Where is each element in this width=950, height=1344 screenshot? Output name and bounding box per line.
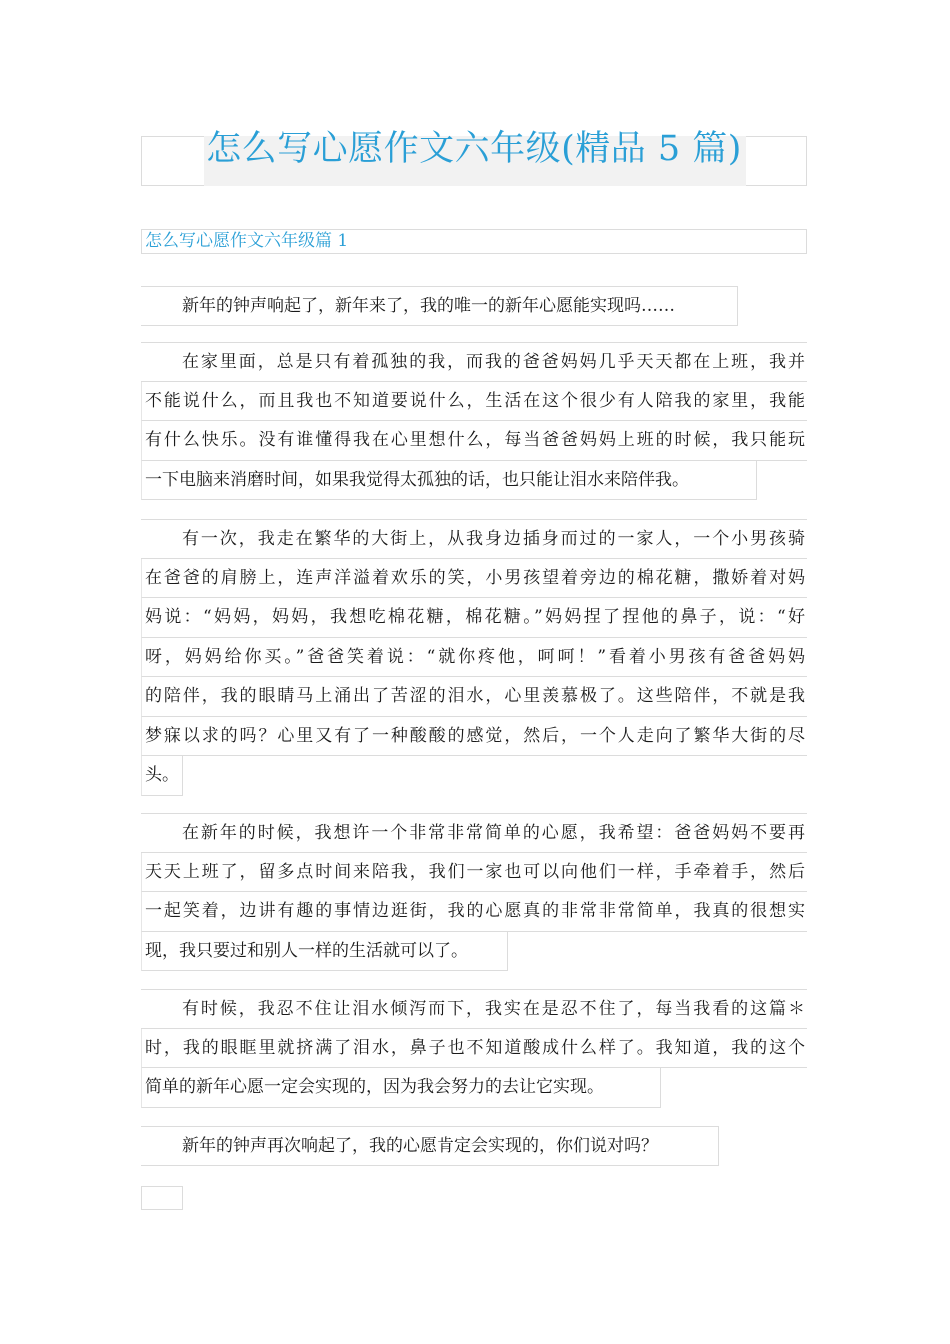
paragraph-line: 一起笑着，边讲有趣的事情边逛街，我的心愿真的非常非常简单，我真的很想实 xyxy=(141,892,807,932)
paragraph-line: 新年的钟声响起了，新年来了，我的唯一的新年心愿能实现吗…… xyxy=(141,286,738,326)
paragraph-4 xyxy=(141,813,807,971)
paragraph-line: 不能说什么，而且我也不知道要说什么，生活在这个很少有人陪我的家里，我能 xyxy=(141,382,807,422)
paragraph-line: 现，我只要过和别人一样的生活就可以了。 xyxy=(141,932,508,972)
paragraph-line: 有一次，我走在繁华的大街上，从我身边插身而过的一家人，一个小男孩骑 xyxy=(141,519,807,559)
paragraph-line: 时，我的眼眶里就挤满了泪水，鼻子也不知道酸成什么样了。我知道，我的这个 xyxy=(141,1029,807,1069)
paragraph-line: 一下电脑来消磨时间，如果我觉得太孤独的话，也只能让泪水来陪伴我。 xyxy=(141,461,757,501)
paragraph-line: 的陪伴，我的眼睛马上涌出了苦涩的泪水，心里羡慕极了。这些陪伴，不就是我 xyxy=(141,677,807,717)
paragraph-line: 简单的新年心愿一定会实现的，因为我会努力的去让它实现。 xyxy=(141,1068,661,1108)
empty-paragraph-frame xyxy=(141,1186,183,1210)
paragraph-line: 有时候，我忍不住让泪水倾泻而下，我实在是忍不住了，每当我看的这篇＊ xyxy=(141,989,807,1029)
paragraph-line: 有什么快乐。没有谁懂得我在心里想什么，每当爸爸妈妈上班的时候，我只能玩 xyxy=(141,421,807,461)
paragraph-5 xyxy=(141,989,807,1108)
paragraph-line: 梦寐以求的吗？心里又有了一种酸酸的感觉，然后，一个人走向了繁华大街的尽 xyxy=(141,717,807,757)
paragraph-line: 新年的钟声再次响起了，我的心愿肯定会实现的，你们说对吗？ xyxy=(141,1126,719,1166)
paragraph-line: 头。 xyxy=(141,756,183,796)
paragraph-line: 在爸爸的肩膀上，连声洋溢着欢乐的笑，小男孩望着旁边的棉花糖，撒娇着对妈 xyxy=(141,559,807,599)
paragraph-line: 妈说：“妈妈，妈妈，我想吃棉花糖，棉花糖。”妈妈捏了捏他的鼻子，说：“好 xyxy=(141,598,807,638)
section-heading: 怎么写心愿作文六年级篇 1 xyxy=(141,229,807,254)
paragraph-line: 在新年的时候，我想许一个非常非常简单的心愿，我希望：爸爸妈妈不要再 xyxy=(141,813,807,853)
paragraph-line: 呀，妈妈给你买。”爸爸笑着说：“就你疼他，呵呵！”看着小男孩有爸爸妈妈 xyxy=(141,638,807,678)
paragraph-3 xyxy=(141,519,807,796)
document-title: 怎么写心愿作文六年级(精品 5 篇) xyxy=(206,129,742,169)
paragraph-line: 在家里面，总是只有着孤独的我，而我的爸爸妈妈几乎天天都在上班，我并 xyxy=(141,342,807,382)
paragraph-6 xyxy=(141,1126,719,1166)
paragraph-line: 天天上班了，留多点时间来陪我，我们一家也可以向他们一样，手牵着手，然后 xyxy=(141,853,807,893)
paragraph-2 xyxy=(141,342,807,500)
paragraph-1 xyxy=(141,286,738,326)
